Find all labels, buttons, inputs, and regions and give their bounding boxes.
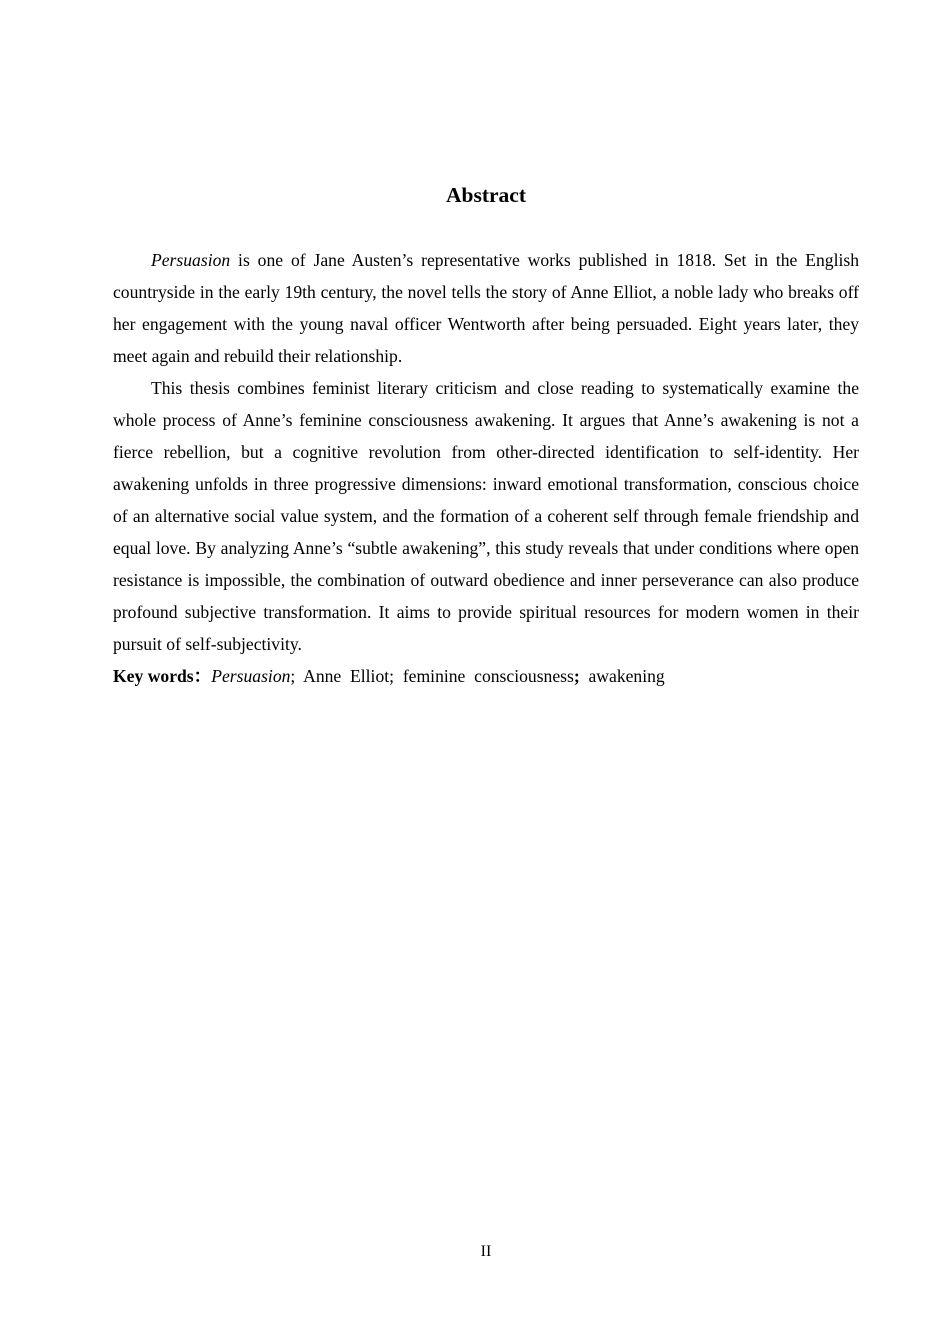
keyword-separator: ; bbox=[290, 666, 304, 686]
abstract-body bbox=[113, 244, 859, 692]
page-title: Abstract bbox=[445, 183, 526, 207]
keywords-line bbox=[113, 660, 859, 692]
keyword-4: awakening bbox=[588, 666, 665, 686]
book-title: Persuasion bbox=[151, 250, 231, 270]
keyword-2: Anne Elliot bbox=[303, 666, 390, 686]
keyword-1: Persuasion bbox=[211, 666, 291, 686]
keywords-label: Key words： bbox=[113, 666, 212, 686]
abstract-paragraph-2: This thesis combines feminist literary criticism and close reading to systematically examine the whole process of Anne’s feminine consciousness awakening. It argues that Anne’s awakening is not a fierce rebellion, but a cognitive revolution from other-directed identification to self-identity. Her awakening unfolds in three progressive dimensions: inward emotional transformation, conscious choice of an alternative social value system, and the formation of a coherent self through female friendship and equal love. By analyzing Anne’s “subtle awakening”, this study reveals that under conditions where open resistance is impossible, the combination of outward obedience and inner perseverance can also produce profound subjective transformation. It aims to provide spiritual resources for modern women in their pursuit of self-subjectivity. bbox=[113, 378, 859, 654]
keyword-separator: ; bbox=[573, 666, 589, 686]
keyword-3: feminine consciousness bbox=[402, 666, 574, 686]
page-number: II bbox=[480, 1243, 492, 1260]
keyword-separator: ; bbox=[389, 666, 403, 686]
paragraph-1-text: is one of Jane Austen’s representative works published in 1818. Set in the English countryside in the early 19th century, the novel tells the story of Anne Elliot, a noble lady who breaks off her engagement with the young naval officer Wentworth after being persuaded. Eight years later, they meet again and rebuild their relationship. bbox=[113, 250, 859, 366]
abstract-paragraph-1 bbox=[113, 244, 859, 372]
